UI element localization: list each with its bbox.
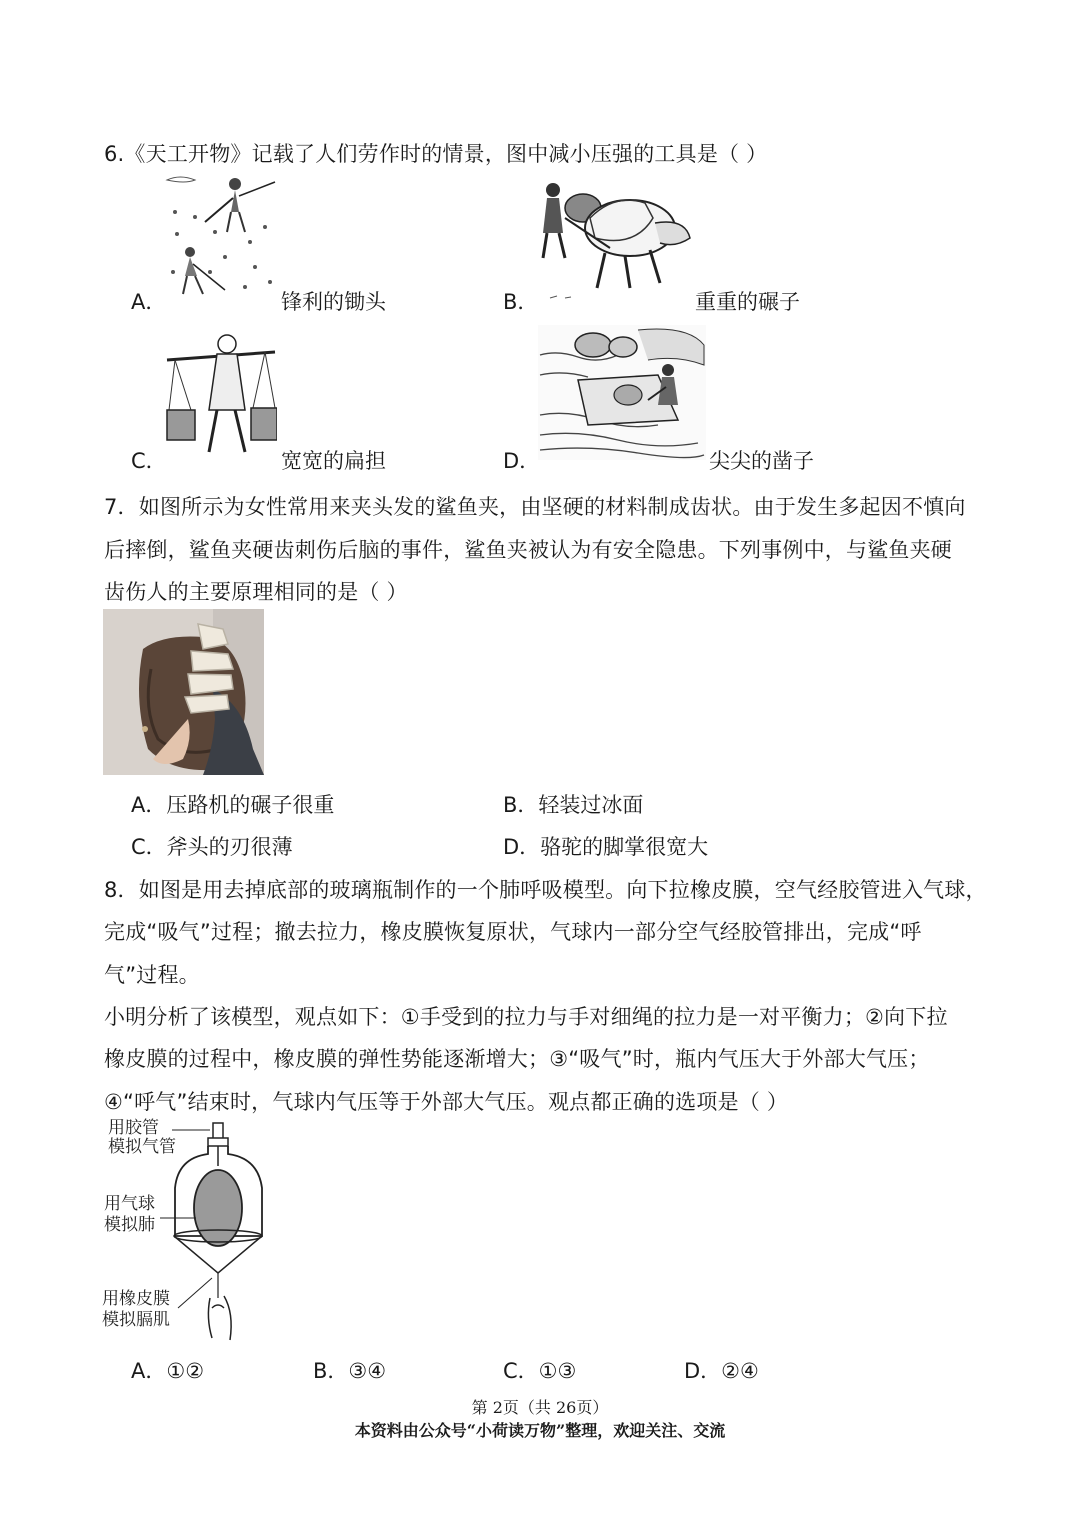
q6-figure-b-roller-ox <box>535 178 695 303</box>
q6-option-d-text: 尖尖的凿子 <box>709 449 814 473</box>
q6-option-d-letter: D． <box>503 449 541 473</box>
q8-label-membrane-2: 模拟膈肌 <box>102 1310 170 1330</box>
q8-option-c <box>503 1355 576 1385</box>
q7-option-d <box>503 831 708 861</box>
q8-option-a-text: ①② <box>166 1359 205 1383</box>
q6-stem: 6.《天工开物》记载了人们劳作时的情景，图中减小压强的工具是（ ） <box>104 142 768 166</box>
q8-option-d <box>684 1355 759 1385</box>
q7-stem-line-3: 齿伤人的主要原理相同的是（ ） <box>104 580 408 604</box>
q7-option-c-text: 斧头的刃很薄 <box>166 835 293 859</box>
q7-option-a-text: 压路机的碾子很重 <box>166 793 335 817</box>
q8-label-balloon-2: 模拟肺 <box>104 1215 155 1235</box>
q6-option-c-letter: C． <box>131 449 167 473</box>
q6-figure-d-chisel-quarry <box>538 325 706 460</box>
q8-option-d-letter: D． <box>684 1359 722 1383</box>
q8-option-b <box>313 1355 386 1385</box>
q7-option-a <box>131 789 334 819</box>
q7-option-a-letter: A． <box>131 793 167 817</box>
q8-option-a <box>131 1355 204 1385</box>
q7-stem-line-2: 后摔倒，鲨鱼夹硬齿刺伤后脑的事件，鲨鱼夹被认为有安全隐患。下列事例中，与鲨鱼夹硬 <box>104 538 952 562</box>
q8-option-b-letter: B． <box>313 1359 349 1383</box>
q8-stem-line-2: 完成“吸气”过程；撤去拉力，橡皮膜恢复原状，气球内一部分空气经胶管排出，完成“呼 <box>104 920 922 944</box>
q7-option-b <box>503 789 643 819</box>
q8-label-balloon-1: 用气球 <box>104 1194 155 1214</box>
q6-option-a-text: 锋利的锄头 <box>281 290 386 314</box>
q7-photo-hair-clip <box>103 609 264 775</box>
q8-label-tube-2: 模拟气管 <box>108 1137 176 1157</box>
q8-label-membrane-1: 用橡皮膜 <box>102 1289 170 1309</box>
q8-stem-line-3: 气”过程。 <box>104 963 200 987</box>
q8-option-d-text: ②④ <box>721 1359 759 1383</box>
source-note: 本资料由公众号“小荷读万物”整理，欢迎关注、交流 <box>354 1421 726 1440</box>
q6-figure-a-hoe-farmers <box>165 172 280 302</box>
q8-stem-line-1: 8．如图是用去掉底部的玻璃瓶制作的一个肺呼吸模型。向下拉橡皮膜，空气经胶管进入气球， <box>104 878 987 902</box>
q6-option-b-letter: B． <box>503 290 539 314</box>
q7-option-c-letter: C． <box>131 835 167 859</box>
q7-option-c <box>131 831 293 861</box>
q6-figure-c-carrying-pole <box>165 330 277 462</box>
q7-option-b-letter: B． <box>503 793 539 817</box>
q8-option-b-text: ③④ <box>348 1359 387 1383</box>
q7-option-d-letter: D． <box>503 835 541 859</box>
q8-option-c-letter: C． <box>503 1359 539 1383</box>
q8-option-c-text: ①③ <box>538 1359 577 1383</box>
q7-option-b-text: 轻装过冰面 <box>538 793 644 817</box>
q6-option-b-text: 重重的碾子 <box>695 290 800 314</box>
q6-option-a-letter: A． <box>131 290 167 314</box>
q7-stem-line-1: 7．如图所示为女性常用来夹头发的鲨鱼夹，由坚硬的材料制成齿状。由于发生多起因不慎向 <box>104 495 966 519</box>
q6-option-c-text: 宽宽的扁担 <box>281 449 386 473</box>
q8-stem-line-6: ④“呼气”结束时，气球内气压等于外部大气压。观点都正确的选项是（ ） <box>104 1090 789 1114</box>
q8-option-a-letter: A． <box>131 1359 167 1383</box>
q8-stem-line-4: 小明分析了该模型，观点如下：①手受到的拉力与手对细绳的拉力是一对平衡力；②向下拉 <box>104 1005 948 1029</box>
q8-label-tube-1: 用胶管 <box>108 1118 159 1138</box>
q8-stem-line-5: 橡皮膜的过程中，橡皮膜的弹性势能逐渐增大；③“吸气”时，瓶内气压大于外部大气压； <box>104 1047 930 1071</box>
q7-option-d-text: 骆驼的脚掌很宽大 <box>540 835 709 859</box>
page-number: 第 2页（共 26页） <box>471 1398 609 1417</box>
